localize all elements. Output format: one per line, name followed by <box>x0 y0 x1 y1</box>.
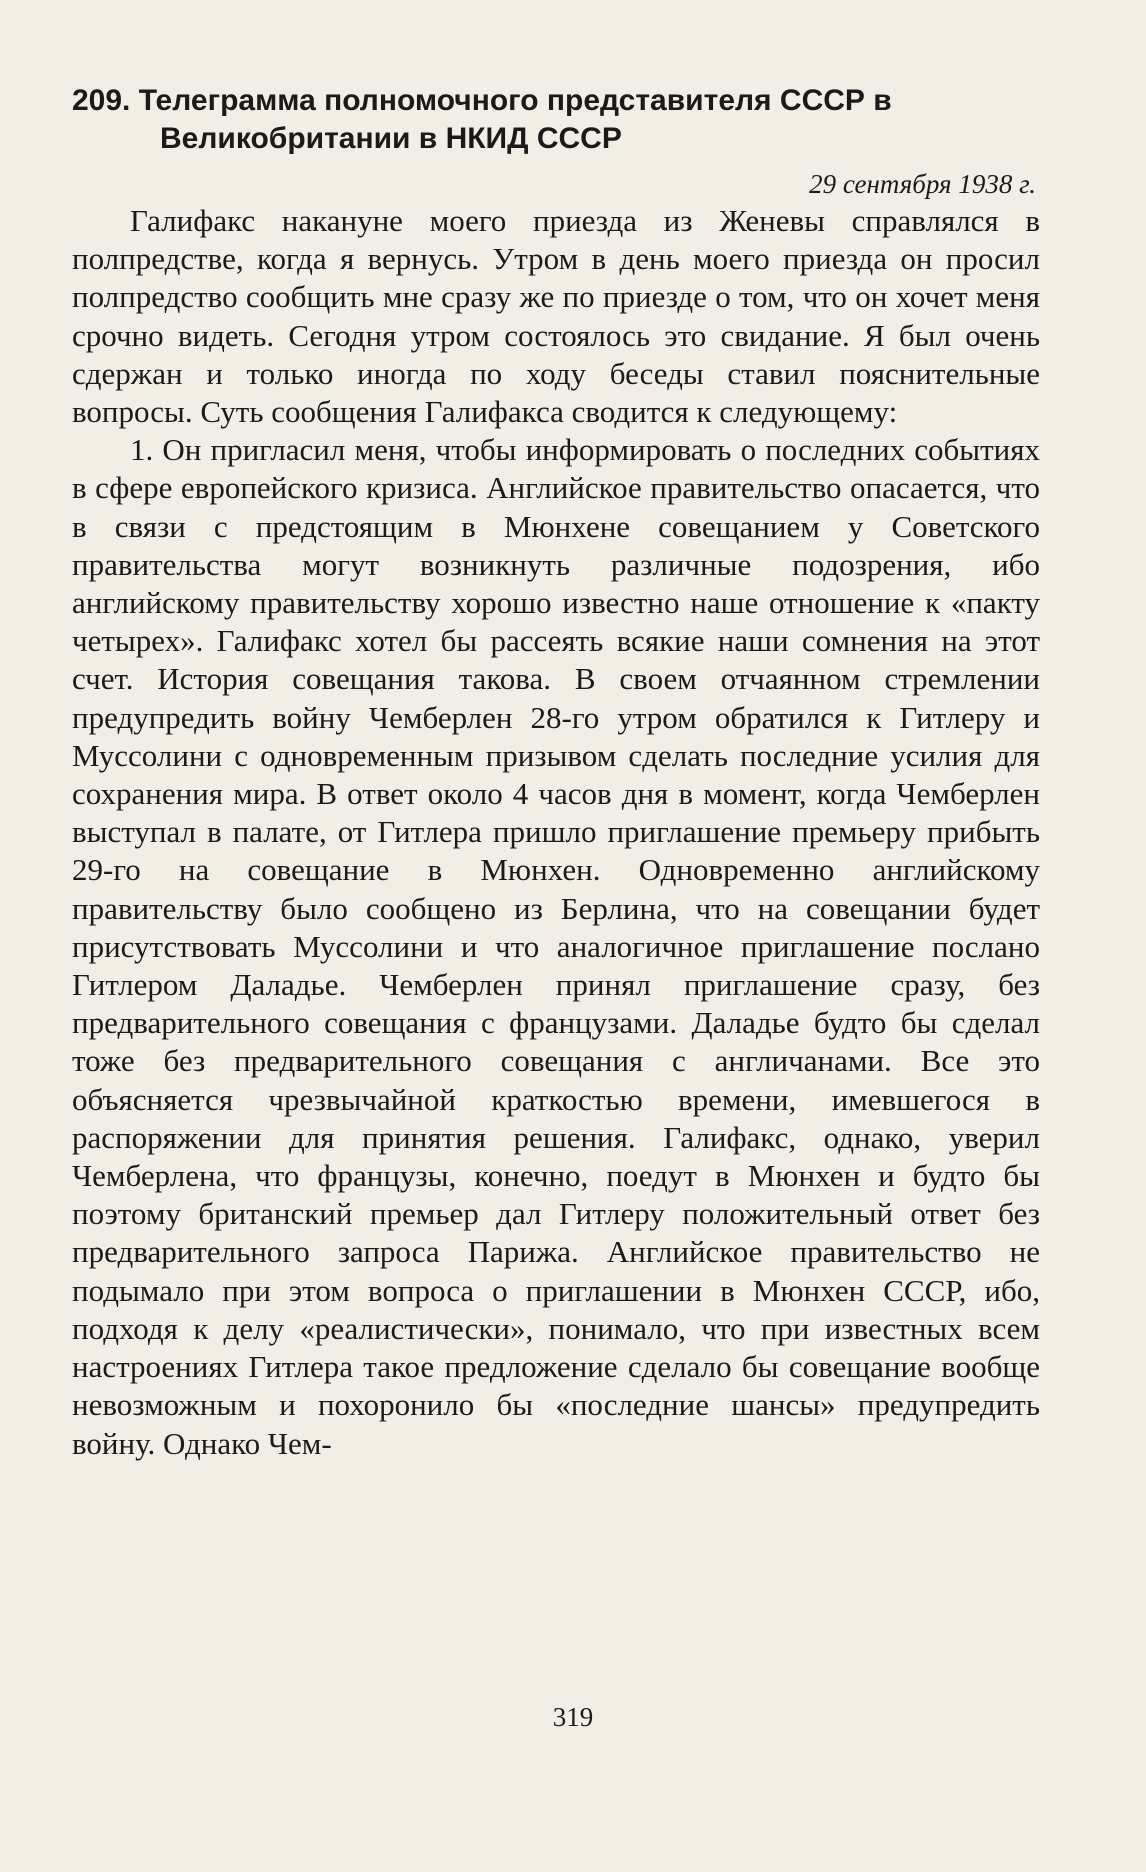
page-number: 319 <box>552 1702 594 1732</box>
document-date: 29 сентября 1938 г. <box>809 169 1036 199</box>
page-content <box>72 82 1040 1463</box>
heading-line-1: 209. Телеграмма полномочного представителя СССР в <box>72 84 892 117</box>
paragraph-intro: Галифакс накануне моего приезда из Женевы справлялся в полпредстве, когда я вернусь. Утром в день моего приезда он просил полпредство сообщить мне сразу же по приезде о том, что он хочет меня срочно видеть. Сегодня утром состоялось это свидание. Я был очень сдержан и только иногда по ходу беседы ставил пояснительные вопросы. Суть сообщения Галифакса сводится к следующему: <box>72 203 1040 430</box>
document-heading <box>72 82 1040 158</box>
heading-line-2: Великобритании в НКИД СССР <box>160 122 622 155</box>
paragraph-point-1: 1. Он пригласил меня, чтобы информировать о последних событиях в сфере европейского кризиса. Английское правительство опасается, что в связи с предстоящим в Мюнхене совещанием у Советского правительства могут возникнуть различные подозрения, ибо английскому правительству хорошо известно наше отношение к «пакту четырех». Галифакс хотел бы рассеять всякие наши сомнения на этот счет. История совещания такова. В своем отчаянном стремлении предупредить войну Чемберлен 28-го утром обратился к Гитлеру и Муссолини с одновременным призывом сделать последние усилия для сохранения мира. В ответ около 4 часов дня в момент, когда Чемберлен выступал в палате, от Гитлера пришло приглашение премьеру прибыть 29-го на совещание в Мюнхен. Одновременно английскому правительству было сообщено из Берлина, что на совещании будет присутствовать Муссолини и что аналогичное приглашение послано Гитлером Даладье. Чемберлен принял приглашение сразу, без предварительного совещания с французами. Даладье будто бы сделал тоже без предварительного совещания с англичанами. Все это объясняется чрезвычайной краткостью времени, имевшегося в распоряжении для принятия решения. Галифакс, однако, уверил Чемберлена, что французы, конечно, поедут в Мюнхен и будто бы поэтому британский премьер дал Гитлеру положительный ответ без предварительного запроса Парижа. Английское правительство не подымало при этом вопроса о приглашении в Мюнхен СССР, ибо, подходя к делу «реалистически», понимало, что при известных всем настроениях Гитлера такое предложение сделало бы совещание вообще невозможным и похоронило бы «последние шансы» предупредить войну. Однако Чем- <box>72 432 1040 1461</box>
